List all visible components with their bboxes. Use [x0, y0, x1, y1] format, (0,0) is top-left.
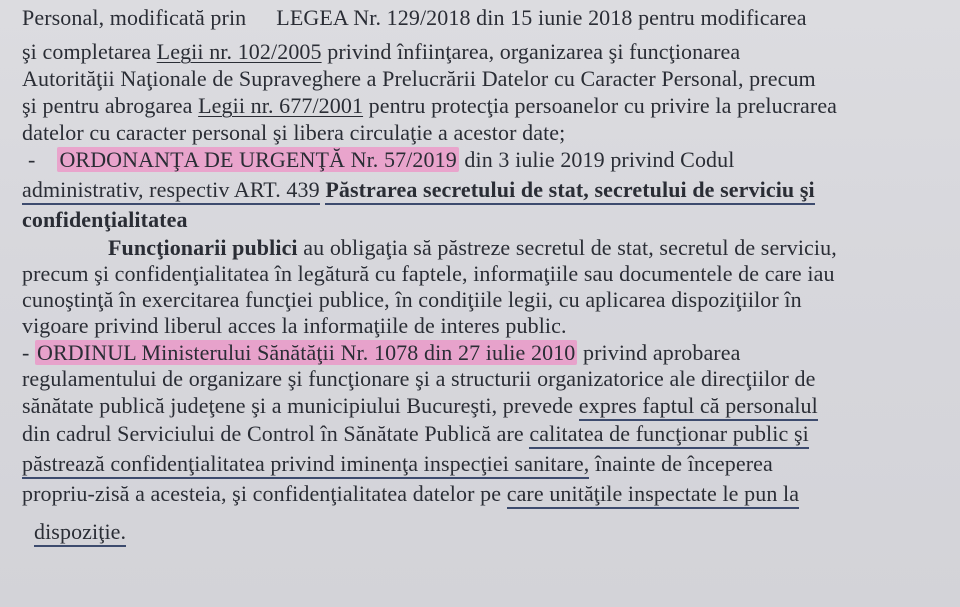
law-reference: LEGEA Nr. 129/2018 din 15 iunie 2018 pentru modificarea — [276, 5, 807, 30]
highlighted-ordinance: ORDONANŢA DE URGENŢĂ Nr. 57/2019 — [59, 147, 457, 172]
text-line — [34, 520, 126, 544]
list-dash: - — [22, 340, 30, 365]
text-line — [22, 482, 799, 506]
bold-title: confidenţialitatea — [22, 207, 188, 232]
text-fragment: Personal, modificată prin — [22, 5, 247, 30]
pen-underlined-text: expres faptul că personalul — [579, 393, 818, 421]
text-line — [22, 208, 188, 232]
text-line: Autorităţii Naţionale de Supraveghere a Prelucrării Datelor cu Caracter Personal, precum — [22, 66, 816, 91]
text-fragment: privind înfiinţarea, organizarea şi funcţionarea — [327, 39, 741, 64]
text-fragment: sănătate publică judeţene şi a municipiului Bucureşti, prevede — [22, 393, 574, 418]
text-line: cunoştinţă în exercitarea funcţiei publice, în condiţiile legii, cu aplicarea dispoziţiilor în — [22, 287, 802, 312]
text-line — [22, 94, 837, 118]
text-fragment: din 3 iulie 2019 privind Codul — [464, 147, 735, 172]
law-link[interactable]: Legii nr. 677/2001 — [198, 93, 364, 118]
text-line: regulamentului de organizare şi funcţionare şi a structurii organizatorice ale direcţiilor de — [22, 366, 816, 391]
text-line — [22, 40, 740, 64]
pen-underlined-text: dispoziţie. — [34, 519, 126, 547]
text-line — [22, 341, 740, 365]
law-link[interactable]: Legii nr. 102/2005 — [156, 39, 322, 64]
text-fragment: pentru protecţia persoanelor cu privire la prelucrarea — [368, 93, 838, 118]
text-fragment: înainte de începerea — [594, 451, 773, 476]
pen-underlined-text: calitatea de funcţionar public şi — [529, 421, 808, 449]
text-line — [22, 178, 815, 202]
bold-subject: Funcţionarii publici — [108, 235, 298, 260]
text-fragment: din cadrul Serviciului de Control în Sănătate Publică are — [22, 421, 524, 446]
bold-title: Păstrarea secretului de stat, secretului de serviciu şi — [325, 177, 814, 205]
text-line — [108, 236, 837, 260]
text-line — [22, 422, 809, 446]
text-fragment: privind aprobarea — [583, 340, 741, 365]
text-line — [22, 452, 773, 476]
text-fragment: şi pentru abrogarea — [22, 93, 193, 118]
text-fragment: au obligaţia să păstreze secretul de stat, secretul de serviciu, — [303, 235, 837, 260]
text-line: vigoare privind liberul acces la informaţiile de interes public. — [22, 313, 567, 338]
text-fragment: şi completarea — [22, 39, 152, 64]
pen-underlined-text: administrativ, respectiv ART. 439 — [22, 177, 320, 205]
text-fragment: propriu-zisă a acesteia, şi confidenţialitatea datelor pe — [22, 481, 502, 506]
text-line — [28, 148, 734, 172]
text-line: precum şi confidenţialitatea în legătură cu faptele, informaţiile sau documentele de care iau — [22, 261, 835, 286]
text-line: datelor cu caracter personal şi libera circulaţie a acestor date; — [22, 120, 566, 145]
text-line — [22, 394, 818, 418]
pen-underlined-text: păstrează confidenţialitatea privind iminenţa inspecţiei sanitare, — [22, 451, 589, 479]
pen-underlined-text: care unităţile inspectate le pun la — [507, 481, 799, 509]
list-dash: - — [28, 147, 36, 172]
highlighted-order: ORDINUL Ministerului Sănătăţii Nr. 1078 din 27 iulie 2010 — [37, 340, 576, 365]
text-line — [22, 6, 807, 30]
